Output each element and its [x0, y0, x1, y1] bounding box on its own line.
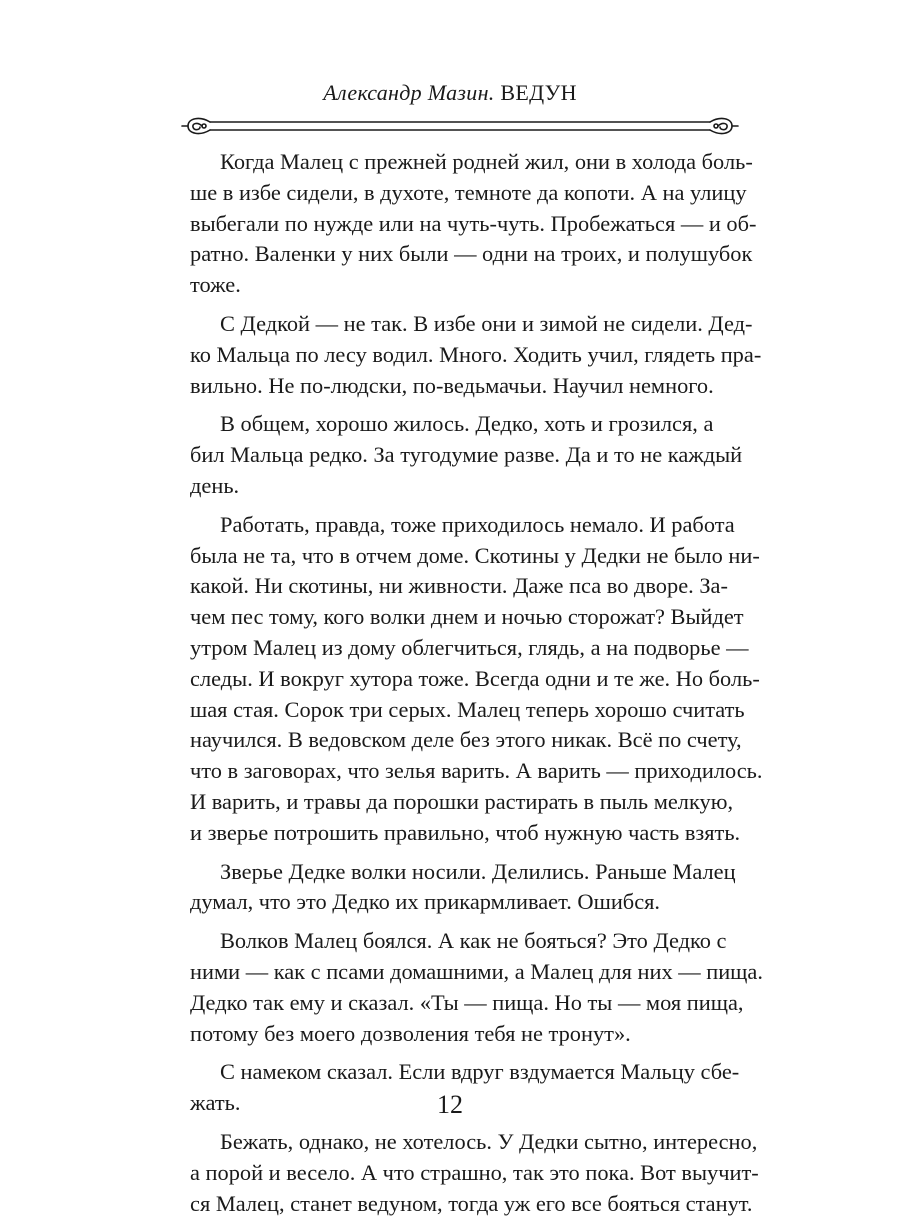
text-line: Волков Малец боялся. А как не бояться? Это Дедко с — [190, 926, 738, 957]
text-line: ними — как с псами домашними, а Малец для них — пища. — [190, 957, 738, 988]
header-title: ВЕДУН — [500, 80, 576, 105]
text-line: ше в избе сидели, в духоте, темноте да копоти. А на улицу — [190, 178, 738, 209]
paragraph — [190, 926, 738, 1049]
text-line: бил Мальца редко. За тугодумие разве. Да и то не каждый — [190, 440, 738, 471]
text-line: чем пес тому, кого волки днем и ночью сторожат? Выйдет — [190, 602, 738, 633]
text-line: и зверье потрошить правильно, чтоб нужную часть взять. — [190, 818, 738, 849]
text-line: думал, что это Дедко их прикармливает. Ошибся. — [190, 887, 738, 918]
text-line: какой. Ни скотины, ни живности. Даже пса во дворе. За- — [190, 571, 738, 602]
text-line: что в заговорах, что зелья варить. А варить — приходилось. — [190, 756, 738, 787]
text-line: тоже. — [190, 270, 738, 301]
text-line: ратно. Валенки у них были — одни на троих, и полушубок — [190, 239, 738, 270]
text-line: Когда Малец с прежней родней жил, они в холода боль- — [190, 147, 738, 178]
text-line: а порой и весело. А что страшно, так это пока. Вот выучит- — [190, 1158, 738, 1189]
header-author: Александр Мазин. — [323, 80, 494, 105]
text-line: следы. И вокруг хутора тоже. Всегда одни и те же. Но боль- — [190, 664, 738, 695]
text-line: С Дедкой — не так. В избе они и зимой не сидели. Дед- — [190, 309, 738, 340]
paragraph-gap — [190, 918, 738, 926]
text-line: Дедко так ему и сказал. «Ты — пища. Но ты — моя пища, — [190, 988, 738, 1019]
paragraph — [190, 309, 738, 401]
text-line: И варить, и травы да порошки растирать в пыль мелкую, — [190, 787, 738, 818]
text-line: вильно. Не по-людски, по-ведьмачьи. Научил немного. — [190, 371, 738, 402]
text-line: утром Малец из дому облегчиться, глядь, а на подворье — — [190, 633, 738, 664]
text-line: шая стая. Сорок три серых. Малец теперь хорошо считать — [190, 695, 738, 726]
text-line: ко Мальца по лесу водил. Много. Ходить учил, глядеть пра- — [190, 340, 738, 371]
paragraph — [190, 857, 738, 919]
text-line: Зверье Дедке волки носили. Делились. Раньше Малец — [190, 857, 738, 888]
paragraph — [190, 409, 738, 501]
text-line: жать. — [190, 1088, 738, 1119]
text-line: была не та, что в отчем доме. Скотины у Дедки не было ни- — [190, 541, 738, 572]
text-line: потому без моего дозволения тебя не тронут». — [190, 1019, 738, 1050]
text-line: Работать, правда, тоже приходилось немало. И работа — [190, 510, 738, 541]
text-line: выбегали по нужде или на чуть-чуть. Пробежаться — и об- — [190, 209, 738, 240]
text-line: С намеком сказал. Если вдруг вздумается Мальцу сбе- — [190, 1057, 738, 1088]
text-line: день. — [190, 471, 738, 502]
paragraph-gap — [190, 401, 738, 409]
paragraph — [190, 1127, 738, 1219]
paragraph-gap — [190, 301, 738, 309]
paragraph-gap — [190, 849, 738, 857]
paragraph-gap — [190, 1049, 738, 1057]
text-line: научился. В ведовском деле без этого никак. Всё по счету, — [190, 725, 738, 756]
running-header — [0, 80, 900, 106]
text-line: ся Малец, станет ведуном, тогда уж его все бояться станут. — [190, 1189, 738, 1219]
ornament-divider-icon — [180, 108, 740, 148]
paragraph — [190, 147, 738, 301]
text-line: Бежать, однако, не хотелось. У Дедки сытно, интересно, — [190, 1127, 738, 1158]
text-line: В общем, хорошо жилось. Дедко, хоть и грозился, а — [190, 409, 738, 440]
page-number: 12 — [0, 1090, 900, 1120]
body-text — [190, 147, 738, 1219]
paragraph-gap — [190, 502, 738, 510]
paragraph-gap — [190, 1119, 738, 1127]
paragraph — [190, 510, 738, 849]
